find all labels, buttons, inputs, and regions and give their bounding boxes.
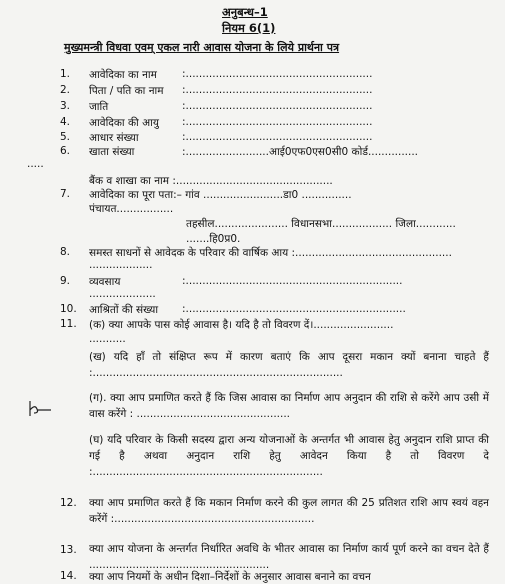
annual-income-field[interactable]: समस्त साधनों से आवेदक के परिवार की वार्षिक आय :............................................... [89,247,452,259]
margin-dots: ..... [27,158,44,170]
item-number: 13. [60,544,77,556]
item-label: आवेदिका की आयु [89,117,159,129]
rule-heading: नियम 6(1) [222,21,276,35]
dots-line: ........... [89,333,126,345]
completion-pledge-field[interactable]: क्या आप योजना के अन्तर्गत निर्धारित अवधि के भीतर आवास का निर्माण कार्य पूर्ण करने का वचन देते हैं ...................................................... [89,543,489,571]
dependents-field[interactable]: :.................................................................. [182,303,406,315]
item-label: आश्रितों की संख्या [89,304,159,316]
address-line[interactable]: आवेदिका का पूरा पता:– गांव ........................डा0 ............... [89,189,352,201]
item-number: 8. [60,246,71,258]
item-label: जाति [89,101,109,113]
item-label: खाता संख्या [89,146,135,158]
item-number: 12. [60,497,77,509]
bank-branch-field[interactable]: बैंक व शाखा का नाम :............................................... [89,175,333,187]
item-label: पिता / पति का नाम [89,85,164,97]
item-field[interactable]: :........................................................ [182,100,373,112]
housing-details-field[interactable]: (क) क्या आपके पास कोई आवास है। यदि है तो विवरण दें।........................ [89,319,394,331]
item-number: 11. [60,318,77,330]
item-field[interactable]: :.........................आई0एफ0एस0सी0 कोर्ड............... [182,146,419,158]
self-contribution-field[interactable]: क्या आप प्रमाणित करते हैं कि मकान निर्माण करने की कुल लागत की 25 प्रतिशत राशि आप स्वयं वहन करेंगें :............................................................ [89,497,489,525]
item-number: 5. [60,131,71,143]
occupation-field[interactable]: :................................................................. [182,275,403,287]
item-number: 1. [60,68,71,80]
form-title: मुख्यमन्त्री विधवा एवम् एकल नारी आवास योजना के लिये प्रार्थना पत्र [64,41,340,54]
dots-line: .................... [89,288,156,300]
item-number: 3. [60,100,71,112]
item-number: 4. [60,116,71,128]
item-field[interactable]: :........................................................ [182,131,373,143]
item-number: 2. [60,84,71,96]
handwritten-mark [27,399,53,419]
dots-line: ................... [89,259,153,271]
item-number: 6. [60,145,71,157]
item-number: 14. [60,570,77,582]
item-label: आवेदिका का नाम [89,69,157,81]
item-field[interactable]: :........................................................ [182,84,373,96]
item-number: 7. [60,188,71,200]
paragraph-kha: (ख) यदि हाँ तो संक्षिप्त रूप में कारण बताएं कि आप दूसरा मकान क्यों बनाना चाहते हैं :........................................................................... [89,351,489,379]
paragraph-ga: (ग). क्या आप प्रमाणित करते हैं कि जिस आवास का निर्माण आप अनुदान की राशि से करेंगे आप उसी में वास करेंगे : .............................................. [89,392,489,420]
item-text: क्या आप नियमों के अधीन दिशा–निर्देशों के अनुसार आवास बनाने का वचन [89,571,371,583]
panchayat-field[interactable]: पंचायत................. [89,203,174,215]
paragraph-gha: (घ) यदि परिवार के किसी सदस्य द्वारा अन्य योजनाओं के अन्तर्गत भी आवास हेतु अनुदान राशि प्राप्त की गई है अथवा अनुदान राशि हेतु आवेदन किया है तो विवरण दे :..................................................................... [89,434,489,478]
item-label: आधार संख्या [89,132,139,144]
item-field[interactable]: :........................................................ [182,68,373,80]
item-label: व्यवसाय [89,276,121,288]
item-number: 10. [60,303,77,315]
state-field: .......हि0प्र0. [186,233,241,245]
item-field[interactable]: :........................................................ [182,116,373,128]
tehsil-field[interactable]: तहसील...................... विधानसभा.................. जिला............ [186,218,456,230]
annex-heading: अनुबन्ध–1 [222,5,268,19]
item-number: 9. [60,275,71,287]
